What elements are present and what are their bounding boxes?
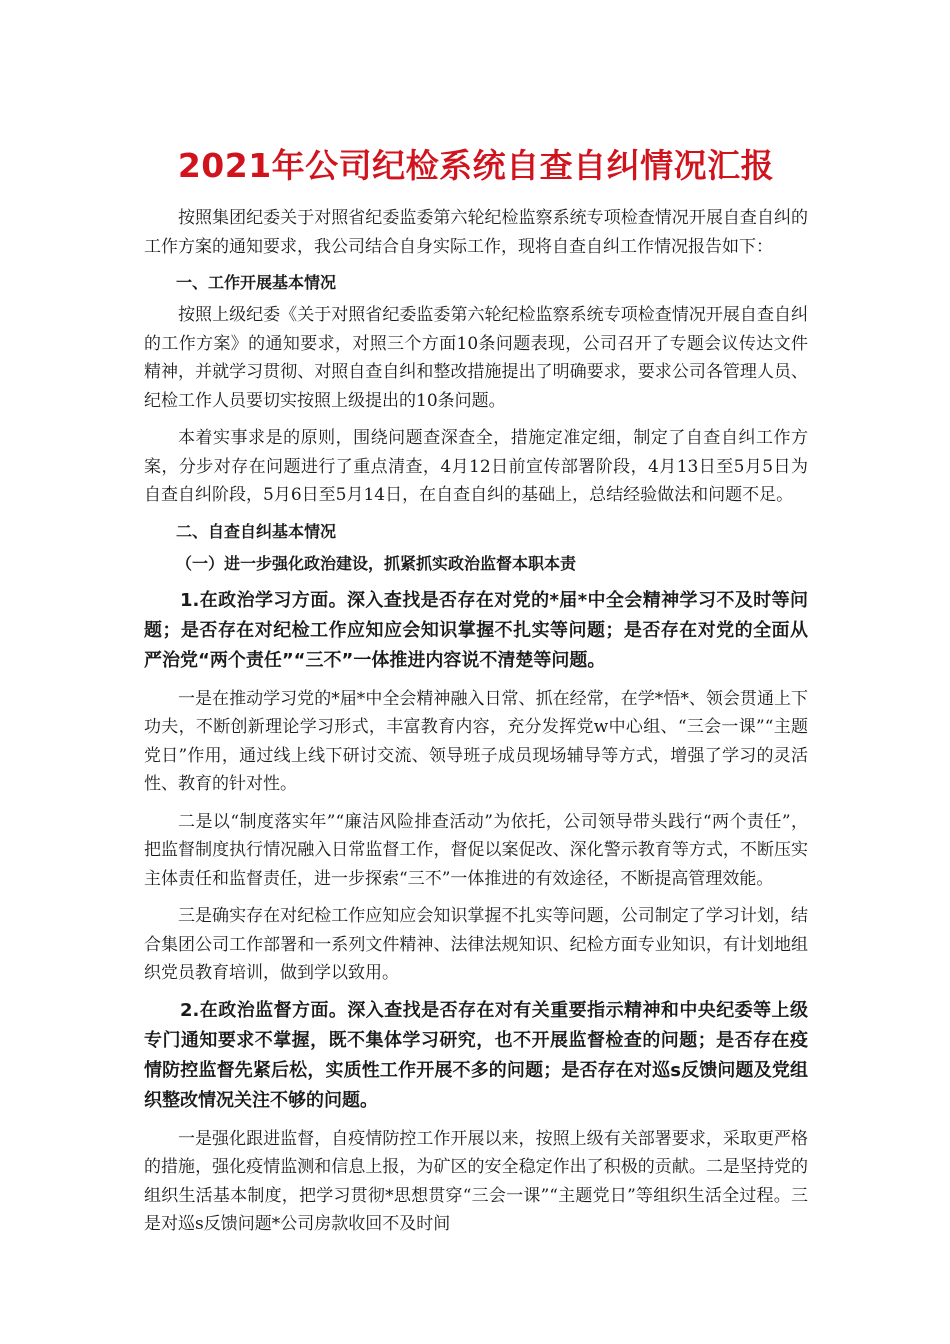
section-2-subheading: （一）进一步强化政治建设，抓紧抓实政治监督本职本责 xyxy=(176,553,577,573)
item-1-paragraph-1: 一是在推动学习党的*届*中全会精神融入日常、抓在经常，在学*悟*、领会贯通上下功夫，不断创新理论学习形式，丰富教育内容，充分发挥党w中心组、“三会一课”“主题党日”作用，通过线上线下研讨交流、领导班子成员现场辅导等方式，增强了学习的灵活性、教育的针对性。 xyxy=(144,688,808,794)
item-2-heading: 2.在政治监督方面。深入查找是否存在对有关重要指示精神和中央纪委等上级专门通知要求不掌握，既不集体学习研究，也不开展监督检查的问题；是否存在疫情防控监督先紧后松，实质性工作开展不多的问题；是否存在对巡s反馈问题及党组织整改情况关注不够的问题。 xyxy=(144,999,808,1111)
intro-paragraph: 按照集团纪委关于对照省纪委监委第六轮纪检监察系统专项检查情况开展自查自纠的工作方案的通知要求，我公司结合自身实际工作，现将自查自纠工作情况报告如下： xyxy=(144,208,808,257)
section-1-paragraph-1: 按照上级纪委《关于对照省纪委监委第六轮纪检监察系统专项检查情况开展自查自纠的工作方案》的通知要求，对照三个方面10条问题表现，公司召开了专题会议传达文件精神，并就学习贯彻、对照自查自纠和整改措施提出了明确要求，要求公司各管理人员、纪检工作人员要切实按照上级提出的10条问题。 xyxy=(144,305,808,411)
item-1-paragraph-3: 三是确实存在对纪检工作应知应会知识掌握不扎实等问题，公司制定了学习计划，结合集团公司工作部署和一系列文件精神、法律法规知识、纪检方面专业知识，有计划地组织党员教育培训，做到学以致用。 xyxy=(144,906,808,983)
item-1-heading: 1.在政治学习方面。深入查找是否存在对党的*届*中全会精神学习不及时等问题；是否存在对纪检工作应知应会知识掌握不扎实等问题；是否存在对党的全面从严治党“两个责任”“三不”一体推进内容说不清楚等问题。 xyxy=(144,589,808,671)
item-1-paragraph-2: 二是以“制度落实年”“廉洁风险排查活动”为依托，公司领导带头践行“两个责任”，把监督制度执行情况融入日常监督工作，督促以案促改、深化警示教育等方式，不断压实主体责任和监督责任，进一步探索“三不”一体推进的有效途径，不断提高管理效能。 xyxy=(144,811,808,889)
section-1-heading: 一、工作开展基本情况 xyxy=(176,273,337,292)
section-1-paragraph-2: 本着实事求是的原则，围绕问题查深查全，措施定准定细，制定了自查自纠工作方案，分步对存在问题进行了重点清查，4月12日前宣传部署阶段，4月13日至5月5日为自查自纠阶段，5月6日至5月14日，在自查自纠的基础上，总结经验做法和问题不足。 xyxy=(144,428,808,505)
section-2-heading: 二、自查自纠基本情况 xyxy=(176,521,337,541)
document-title: 2021年公司纪检系统自查自纠情况汇报 xyxy=(177,146,775,185)
item-2-paragraph-1: 一是强化跟进监督，自疫情防控工作开展以来，按照上级有关部署要求，采取更严格的措施，强化疫情监测和信息上报，为矿区的安全稳定作出了积极的贡献。二是坚持党的组织生活基本制度，把学习贯彻*思想贯穿“三会一课”“主题党日”等组织生活全过程。三是对巡s反馈问题*公司房款收回不及时间 xyxy=(144,1128,808,1234)
